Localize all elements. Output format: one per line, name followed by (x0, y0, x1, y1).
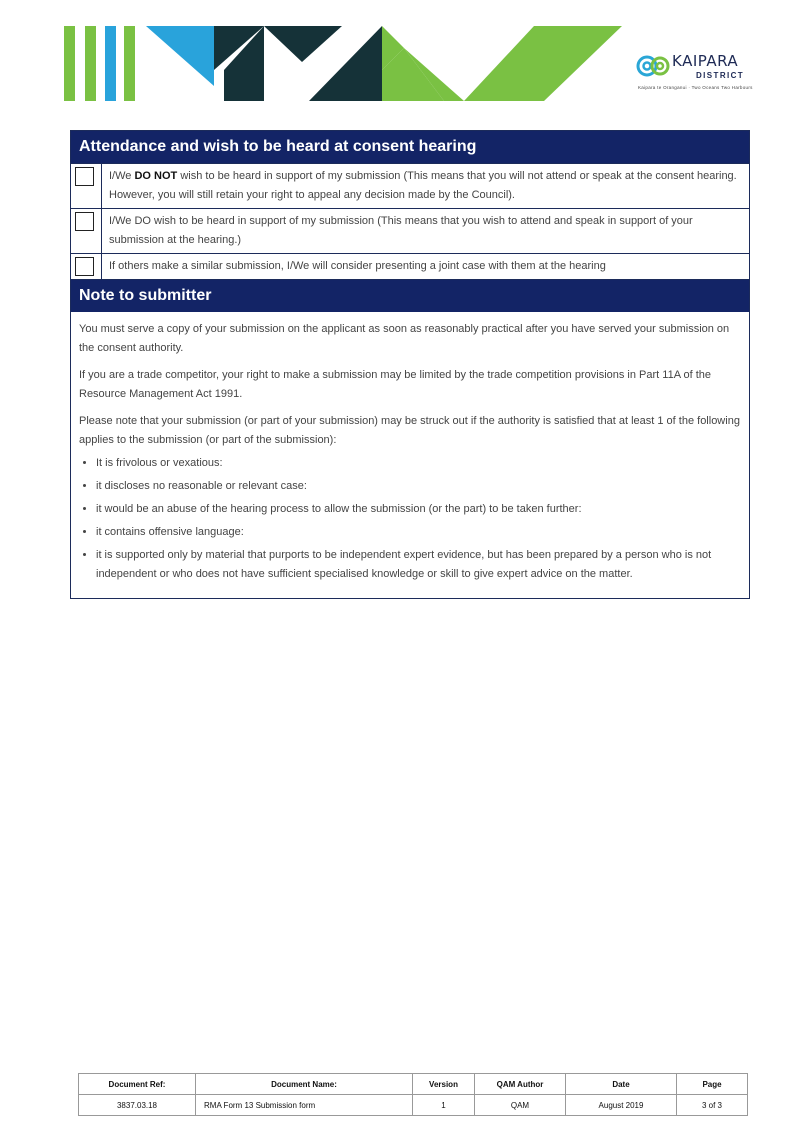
value-document-ref: 3837.03.18 (79, 1095, 196, 1116)
value-qam-author: QAM (475, 1095, 566, 1116)
checkbox-cell (71, 164, 102, 208)
checkbox-heard[interactable] (75, 212, 94, 231)
header-banner (64, 26, 624, 102)
attendance-heading: Attendance and wish to be heard at consent hearing (71, 131, 749, 163)
note-body (71, 312, 749, 598)
option-label: If others make a similar submission, I/We will consider presenting a joint case with them at the hearing (109, 260, 606, 272)
attendance-option-not-heard (71, 163, 749, 208)
banner-triangle (544, 26, 622, 101)
attendance-option-joint-case (71, 253, 749, 279)
option-label (102, 164, 749, 208)
option-label: I/We DO wish to be heard in support of my submission (This means that you wish to attend and speak in support of your submission at the hearing.) (109, 215, 693, 246)
value-document-name: RMA Form 13 Submission form (196, 1095, 413, 1116)
checkbox-joint-case[interactable] (75, 257, 94, 276)
banner-triangle (146, 26, 214, 86)
note-bullet: • it discloses no reasonable or relevant case: (96, 477, 741, 496)
banner-stripe (85, 26, 96, 101)
document-info-table (78, 1073, 748, 1116)
option-text: wish to be heard in support of my submission (This means that you will not attend or speak at the consent hearing. However, you will still retain your right to appeal any decision made by the Council). (109, 170, 737, 201)
koru-logo-icon (636, 50, 670, 82)
header-version: Version (413, 1074, 475, 1095)
attendance-option-heard (71, 208, 749, 253)
value-page: 3 of 3 (677, 1095, 748, 1116)
note-bullet: • It is frivolous or vexatious: (96, 454, 741, 473)
note-paragraph: You must serve a copy of your submission on the applicant as soon as reasonably practical after you have served your submission on the consent authority. (79, 323, 730, 354)
header-document-ref: Document Ref: (79, 1074, 196, 1095)
value-version: 1 (413, 1095, 475, 1116)
banner-triangle (264, 26, 302, 62)
table-header-row (79, 1074, 748, 1095)
header-document-name: Document Name: (196, 1074, 413, 1095)
note-heading: Note to submitter (71, 279, 749, 312)
checkbox-cell (71, 209, 102, 253)
note-bullet: • it would be an abuse of the hearing process to allow the submission (or the part) to be taken further: (96, 500, 741, 519)
attendance-section (70, 130, 750, 599)
checkbox-cell (71, 254, 102, 279)
banner-stripe (105, 26, 116, 101)
banner-stripe (124, 26, 135, 101)
note-paragraph: If you are a trade competitor, your right to make a submission may be limited by the trade competition provisions in Part 11A of the Resource Management Act 1991. (79, 369, 712, 400)
note-bullet: • it contains offensive language: (96, 523, 741, 542)
note-bullet-list (79, 454, 741, 584)
header-page: Page (677, 1074, 748, 1095)
logo-tagline: Kaipara te Oranganui · Two Oceans Two Harbours (638, 85, 753, 90)
option-prefix: I/We (109, 170, 135, 182)
kaipara-logo (636, 50, 766, 94)
banner-triangle (464, 26, 544, 101)
header-date: Date (566, 1074, 677, 1095)
banner-stripe (64, 26, 75, 101)
logo-name: KAIPARA (672, 52, 739, 70)
note-bullet: • it is supported only by material that purports to be independent expert evidence, but has been prepared by a person who is not independent or who does not have sufficient specialised knowledge or skill to give expert advice on the matter. (96, 546, 741, 584)
value-date: August 2019 (566, 1095, 677, 1116)
option-emphasis: DO NOT (134, 170, 178, 182)
checkbox-not-heard[interactable] (75, 167, 94, 186)
table-row (79, 1095, 748, 1116)
note-paragraph: Please note that your submission (or part of your submission) may be struck out if the authority is satisfied that at least 1 of the following applies to the submission (or part of the submission): (79, 415, 740, 446)
header-qam-author: QAM Author (475, 1074, 566, 1095)
banner-triangle (302, 26, 342, 62)
logo-subtitle: DISTRICT (696, 71, 745, 80)
